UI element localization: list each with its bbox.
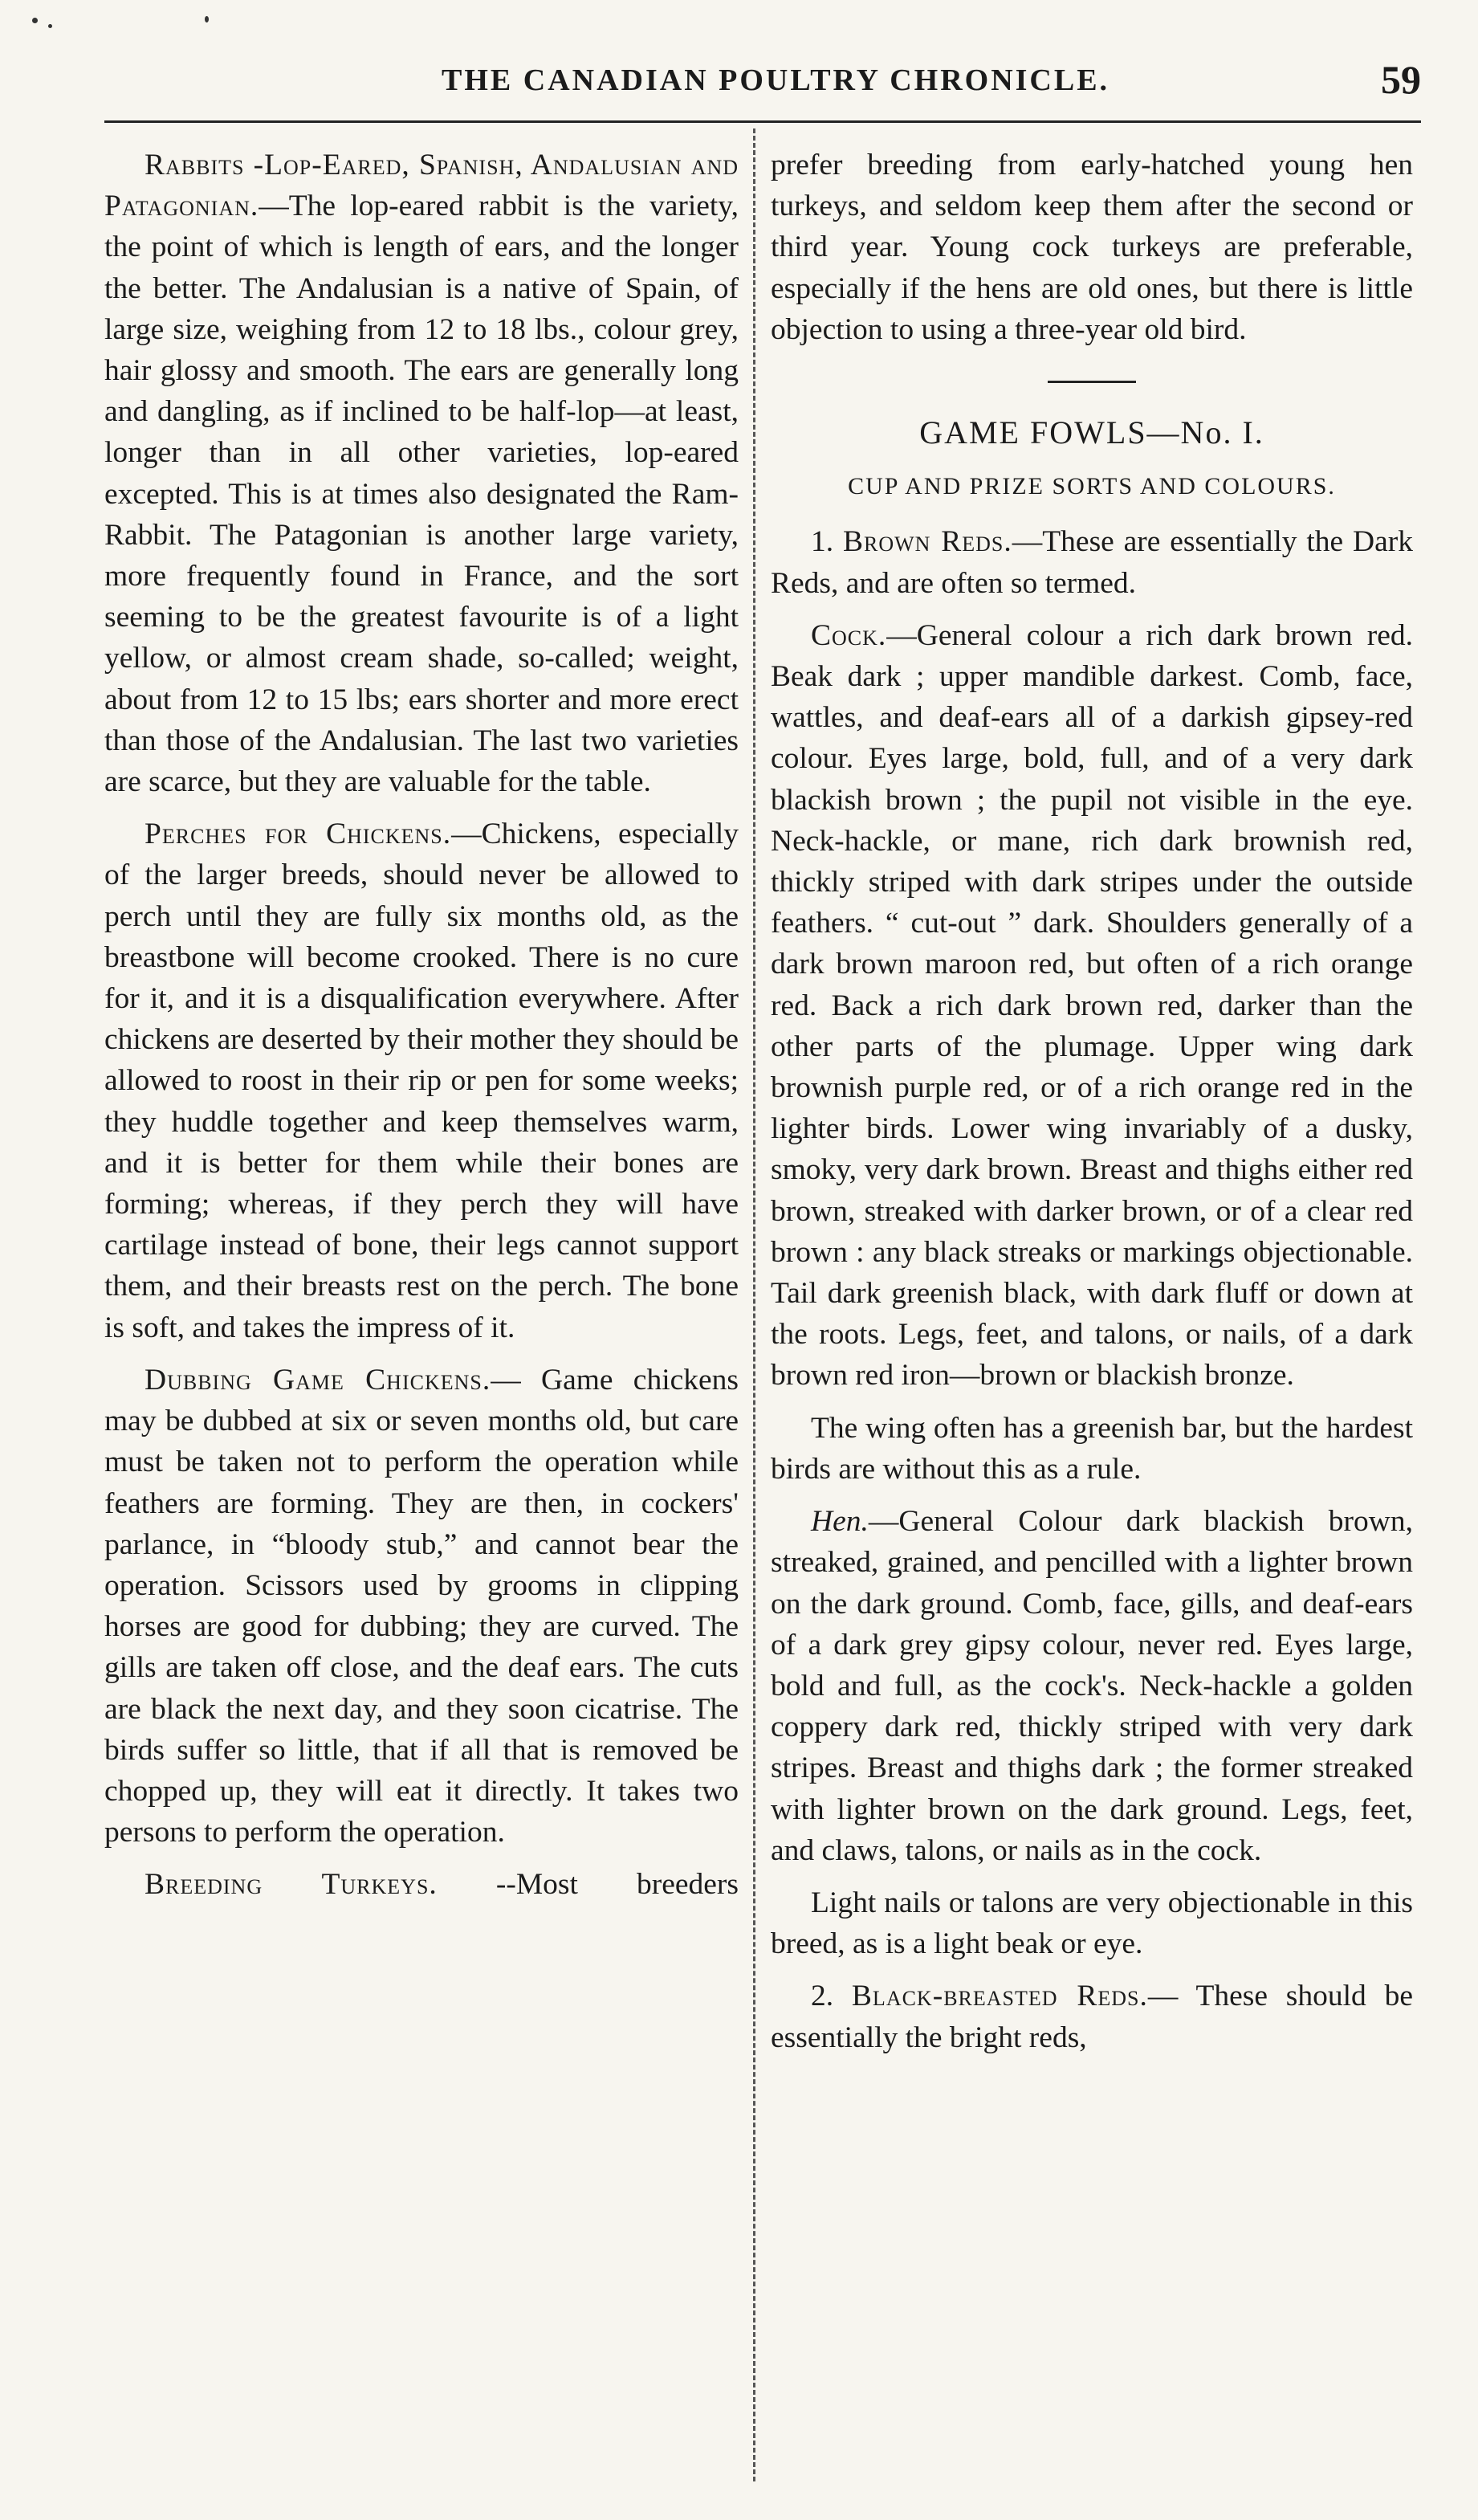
article-body: —Chickens, especially of the larger breeds, should never be allowed to perch until they are fully six months old, as the breastbone will become crooked. There is no cure for it, and it is a disqualification everywhere. After chickens are deserted by their mother they should be allowed to roost in their rip or pen for some weeks; they huddle together and keep themselves warm, and it is better for them while their bones are forming; whereas, if they perch they will have cartilage instead of bone, their legs cannot support them, and their breasts rest on the perch. The bone is soft, and takes the impress of it. [104, 818, 739, 1344]
article-heading: Dubbing Game Chickens. [145, 1363, 491, 1397]
article-rabbits [104, 145, 739, 802]
item-number: 2. [811, 1980, 834, 2013]
article-heading: Perches for Chickens. [145, 818, 452, 851]
print-speck [32, 18, 38, 23]
paragraph-wing-note: The wing often has a greenish bar, but the hardest birds are without this as a rule. [771, 1411, 1413, 1486]
article-heading: Rabbits -Lop-Eared, Spanish, Andalusian and Patagonian. [104, 149, 739, 223]
paragraph-body: —General colour a rich dark brown red. Beak dark ; upper mandible darkest. Comb, face, wattles, and deaf-ears all of a darkish gipsey-red colour. Eyes large, bold, full, and of a very dark blackish brown ; the pupil not visible in the eye. Neck-hackle, or mane, rich dark brownish red, thickly striped with dark stripes under the outside feathers. “ cut-out ” dark. Shoulders generally of a dark brown maroon red, but often of a rich orange red. Back a rich dark brown red, darker than the other parts of the plumage. Upper wing dark brownish purple red, or of a rich orange red in the lighter birds. Lower wing invariably of a dusky, smoky, very dark brown. Breast and thighs either red brown, streaked with darker brown, or of a clear red brown : any black streaks or markings objectionable. Tail dark greenish black, with dark fluff or down at the roots. Legs, feet, and talons, or nails, of a dark brown red iron—brown or blackish bronze. [771, 618, 1413, 1393]
paragraph-light-nails: Light nails or talons are very objectionable in this breed, as is a light beak or eye. [771, 1886, 1413, 1961]
header-rule [104, 120, 1421, 123]
right-column [771, 145, 1413, 2069]
paragraph-hen [771, 1501, 1413, 1871]
paragraph-heading: Brown Reds. [842, 525, 1012, 559]
paragraph-body: —These are essentially the Dark Reds, and are often so termed. [771, 525, 1414, 600]
section-rule [1048, 381, 1136, 383]
paragraph-brown-reds [771, 521, 1413, 603]
paragraph-black-breasted [771, 1976, 1413, 2057]
article-body: --Most breeders [495, 1868, 739, 1902]
article-perches [104, 813, 739, 1348]
article-body: —The lop-eared rabbit is the variety, the point of which is length of ears, and the longer the better. The Andalusian is a native of Spain, of large size, weighing from 12 to 18 lbs., colour grey, hair glossy and smooth. The ears are generally long and dangling, as if inclined to be half-lop—at least, longer than in all other varieties, lop-eared excepted. This is at times also designated the Ram-Rabbit. The Patagonian is another large variety, more frequently found in France, and the sort seeming to be the greatest favourite is of a light yellow, or almost cream shade, so-called; weight, about from 12 to 15 lbs; ears shorter and more erect than those of the Andalusian. The last two varieties are scarce, but they are valuable for the table. [104, 190, 739, 799]
column-divider [753, 128, 755, 2481]
section-subtitle: CUP AND PRIZE SORTS AND COLOURS. [848, 473, 1336, 500]
page-header [104, 56, 1421, 112]
paragraph-heading: Hen. [811, 1505, 869, 1539]
left-column [104, 145, 739, 1917]
article-heading: Breeding Turkeys. [145, 1868, 438, 1902]
print-speck [205, 16, 209, 22]
page-number: 59 [1381, 57, 1421, 102]
article-turkeys-continued: prefer breeding from early-hatched young hen turkeys, and seldom keep them after the second or third year. Young cock turkeys are preferable, especially if the hens are old ones, but there is little objection to using a three-year old bird. [771, 149, 1413, 346]
print-speck [48, 24, 52, 28]
paragraph-heading: Cock. [811, 618, 887, 652]
item-number: 1. [811, 525, 834, 559]
paragraph-heading: Black-breasted Reds. [851, 1980, 1148, 2013]
article-turkeys [104, 1864, 739, 1905]
section-title: GAME FOWLS—No. I. [919, 414, 1264, 451]
paragraph-cock [771, 615, 1413, 1397]
article-body: — Game chickens may be dubbed at six or seven months old, but care must be taken not to perform the operation while feathers are forming. They are then, in cockers' parlance, in “bloody stub,” and cannot bear the operation. Scissors used by grooms in clipping horses are good for dubbing; they are curved. The gills are taken off close, and the deaf ears. The cuts are black the next day, and they soon cicatrise. The birds suffer so little, that if all that is removed be chopped up, they will eat it directly. It takes two persons to perform the operation. [104, 1363, 739, 1849]
running-title: THE CANADIAN POULTRY CHRONICLE. [442, 63, 1110, 97]
article-dubbing [104, 1360, 739, 1853]
paragraph-body: — These should be essentially the bright reds, [771, 1980, 1413, 2054]
paragraph-body: —General Colour dark blackish brown, streaked, grained, and pencilled with a lighter brown on the dark ground. Comb, face, gills, and deaf-ears of a dark grey gipsy colour, never red. Eyes large, bold and full, as the cock's. Neck-hackle a golden coppery dark red, thickly striped with very dark stripes. Breast and thighs dark ; the former streaked with lighter brown on the dark ground. Legs, feet, and claws, talons, or nails as in the cock. [771, 1505, 1413, 1867]
